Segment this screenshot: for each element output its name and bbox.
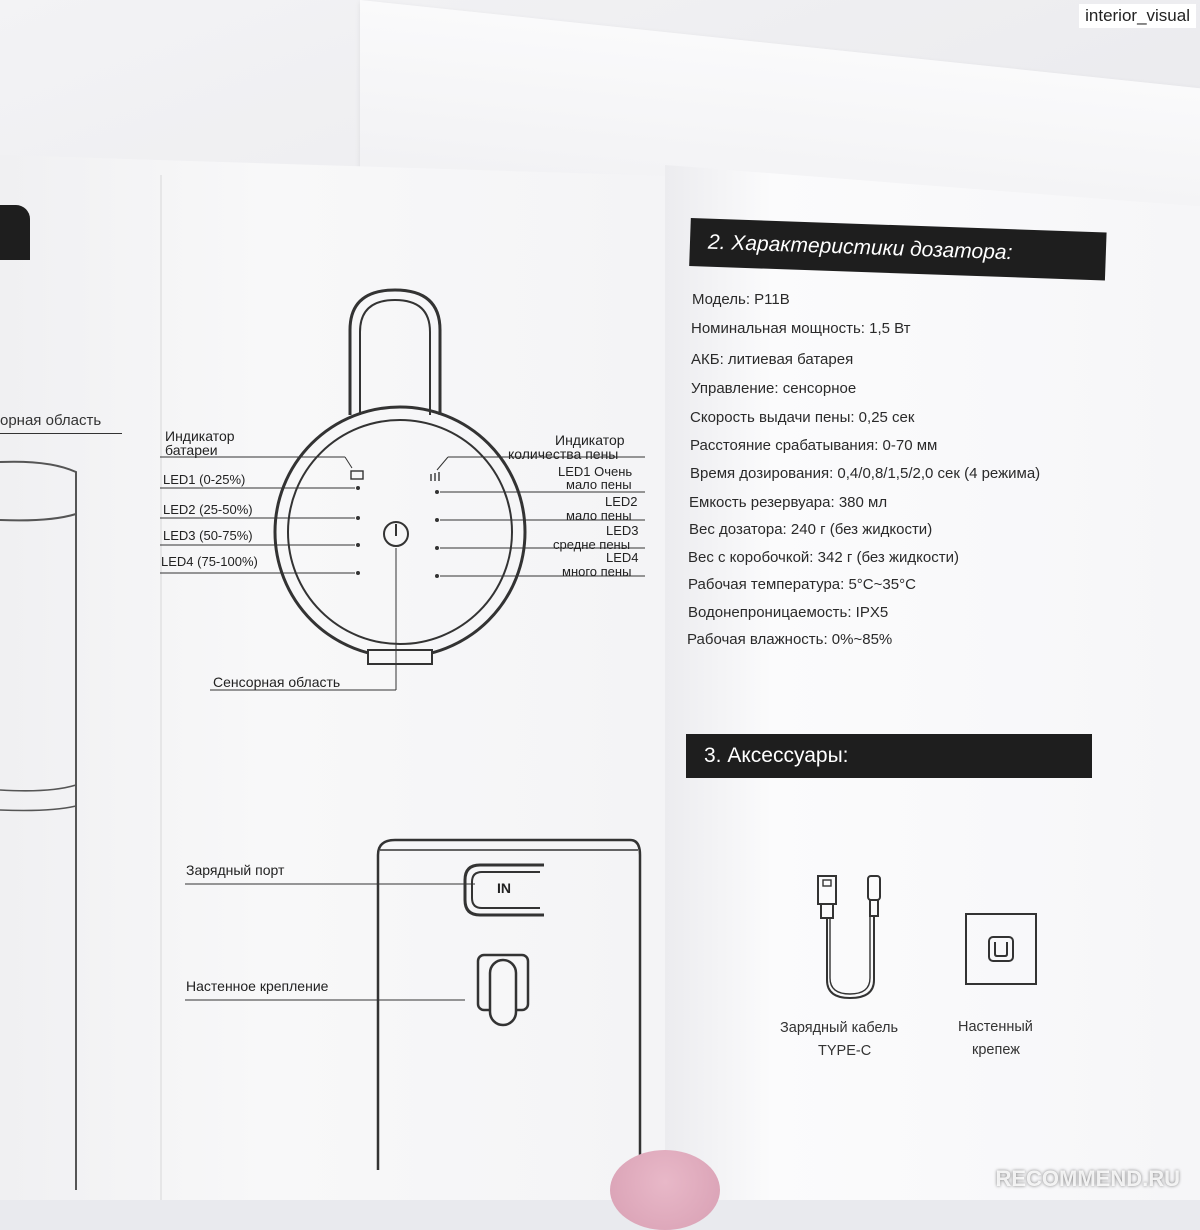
accessories-header: [686, 734, 1092, 778]
charging-port-label: Зарядный порт: [186, 862, 285, 878]
wall-mount-label: Настенное крепление: [186, 978, 329, 994]
dispenser-side-drawing: [0, 450, 90, 1200]
wall-mount-icon: [962, 910, 1042, 990]
foam-level-2-line1: LED2: [605, 494, 638, 509]
foam-level-1-line1: LED1 Очень: [558, 464, 633, 479]
spec-item: Расстояние срабатывания: 0-70 мм: [690, 437, 938, 454]
foam-indicator-label-line2: количества пены: [508, 446, 619, 462]
finger-tip: [610, 1150, 720, 1230]
charging-port-inlabel: IN: [497, 880, 511, 896]
foam-level-2-line2: мало пены: [566, 508, 632, 523]
spec-item: Управление: сенсорное: [691, 380, 857, 397]
spec-item: Водонепроницаемость: IPX5: [688, 604, 889, 621]
cable-label-line1: Зарядный кабель: [780, 1020, 899, 1036]
sensor-area-partial-label: орная область: [0, 412, 102, 429]
foam-level-1-line2: мало пены: [566, 477, 632, 492]
author-watermark: interior_visual: [1079, 4, 1196, 28]
usb-cable-icon: [810, 870, 890, 1010]
sensor-area-partial-underline: [0, 433, 122, 434]
dispenser-back-drawing: [180, 830, 650, 1170]
spec-item: Номинальная мощность: 1,5 Вт: [691, 320, 911, 337]
battery-level-3: LED3 (50-75%): [163, 528, 253, 543]
spec-item: Вес дозатора: 240 г (без жидкости): [689, 521, 933, 538]
spec-item: Рабочая температура: 5°C~35°C: [688, 576, 916, 593]
battery-indicator-label-line2: батареи: [165, 442, 218, 458]
mount-label-line1: Настенный: [958, 1019, 1033, 1035]
foam-level-4-line1: LED4: [606, 550, 639, 565]
foam-level-3-line1: LED3: [606, 523, 639, 538]
battery-level-4: LED4 (75-100%): [161, 554, 258, 569]
spec-item: Емкость резервуара: 380 мл: [689, 494, 888, 511]
spec-item: Модель: P11B: [692, 291, 790, 308]
accessories-title: 3. Аксессуары:: [704, 744, 849, 767]
battery-level-2: LED2 (25-50%): [163, 502, 253, 517]
spec-item: Время дозирования: 0,4/0,8/1,5/2,0 сек (4 режима): [690, 465, 1041, 482]
specs-title: 2. Характеристики дозатора:: [707, 230, 1013, 265]
mount-label-line2: крепеж: [972, 1042, 1020, 1058]
sensor-area-label: Сенсорная область: [213, 674, 341, 690]
cable-label-line2: TYPE-C: [818, 1043, 872, 1059]
battery-indicator-label-line1: Индикатор: [165, 428, 235, 444]
battery-level-1: LED1 (0-25%): [163, 472, 246, 487]
spec-item: Вес с коробочкой: 342 г (без жидкости): [688, 549, 959, 566]
foam-level-3-line2: средне пены: [553, 537, 631, 552]
foam-level-4-line2: много пены: [562, 564, 632, 579]
spec-item: АКБ: литиевая батарея: [691, 351, 854, 368]
spec-item: Скорость выдачи пены: 0,25 сек: [690, 409, 915, 426]
foam-indicator-label-line1: Индикатор: [555, 432, 625, 448]
site-watermark: RECOMMEND.RU: [995, 1166, 1180, 1191]
left-header-bar: [0, 205, 30, 260]
spec-item: Рабочая влажность: 0%~85%: [687, 631, 893, 648]
